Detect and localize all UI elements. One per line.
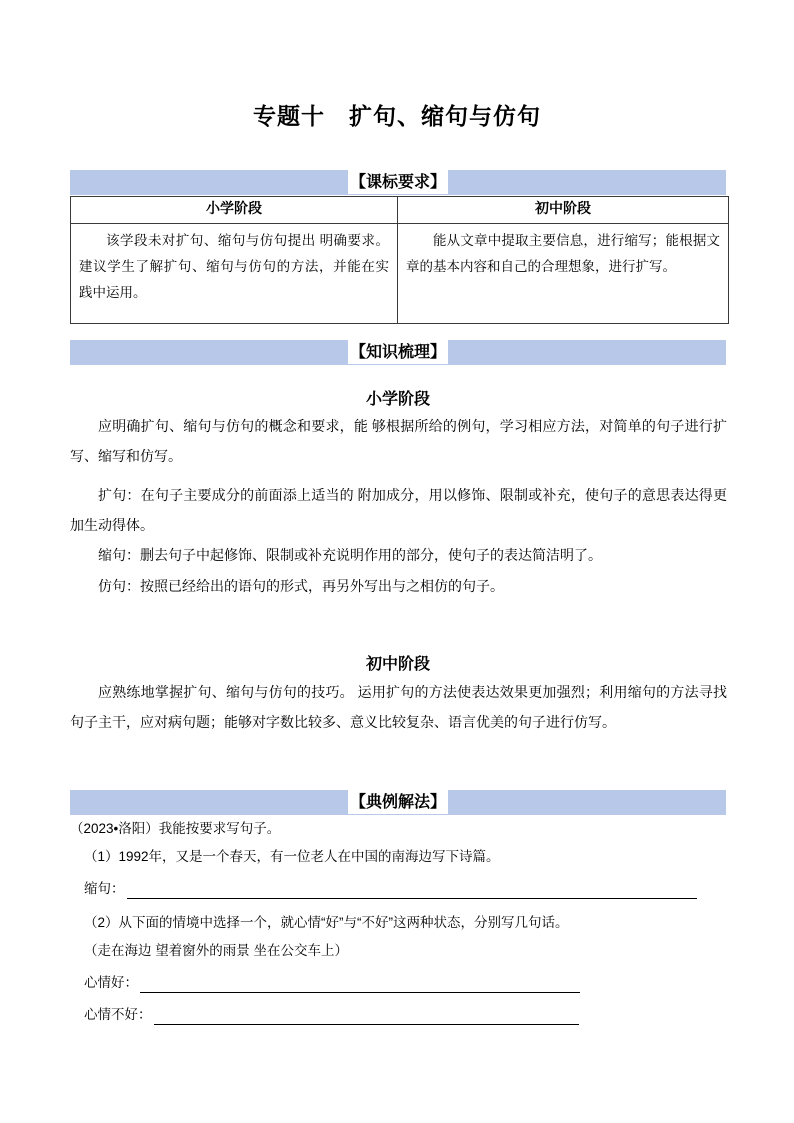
example-source-line: （2023•洛阳）我能按要求写句子。 [70,821,281,836]
requirement-table [70,196,729,324]
section-banner-standard [70,170,726,195]
paragraph-term-imitate: 仿句：按照已经给出的语句的形式，再另外写出与之相仿的句子。 [98,580,504,595]
answer-row-mood-bad [84,1006,579,1025]
answer-label-shrink: 缩句： [84,881,125,896]
paragraph-term-shrink: 缩句：删去句子中起修饰、限制或补充说明作用的部分，使句子的表达简洁明了。 [98,549,602,564]
subsection-heading-middle: 初中阶段 [365,654,430,673]
requirement-text-middle: 能从文章中提取主要信息，进行缩写；能根据文章的基本内容和自己的合理想象，进行扩写。 [406,232,720,275]
requirement-text-primary: 该学段未对扩句、缩句与仿句提出 明确要求。建议学生了解扩句、缩句与仿句的方法，并能在实践中运用。 [79,232,389,301]
answer-label-mood-good: 心情好： [84,975,138,990]
section-banner-examples [70,790,726,815]
answer-label-mood-bad: 心情不好： [84,1007,152,1022]
answer-row-mood-good [84,974,580,993]
answer-blank-mood-good[interactable] [140,979,580,993]
table-cell-body-middle [398,223,729,323]
page-title: 专题十 扩句、缩句与仿句 [253,104,541,130]
section-banner-knowledge-label: 【知识梳理】 [348,339,448,364]
answer-blank-shrink[interactable] [127,885,697,899]
paragraph-term-expand: 扩句：在句子主要成分的前面添上适当的 附加成分，用以修饰、限制或补充，使句子的意思表达得更加生动得体。 [70,489,727,535]
example-question-2-line-2: （走在海边 望着窗外的雨景 坐在公交车上） [84,943,349,958]
subsection-heading-primary: 小学阶段 [365,389,430,408]
table-cell-body-primary [71,223,398,323]
section-banner-knowledge [70,340,726,365]
column-header-middle: 初中阶段 [535,201,591,217]
section-banner-examples-label: 【典例解法】 [348,789,448,814]
paragraph-middle-intro: 应熟练地掌握扩句、缩句与仿句的技巧。 运用扩句的方法使表达效果更加强烈；利用缩句的方法寻找句子主干，应对病句题；能够对字数比较多、意义比较复杂、语言优美的句子进行仿写。 [70,686,727,732]
table-row-bodies [71,223,729,323]
answer-blank-mood-bad[interactable] [154,1011,579,1025]
table-row-headers [71,197,729,224]
column-header-primary: 小学阶段 [206,201,262,217]
example-question-1: （1）1992年，又是一个春天，有一位老人在中国的南海边写下诗篇。 [84,849,500,864]
answer-row-shrink [84,880,697,899]
example-question-2-line-1: （2）从下面的情境中选择一个，就心情“好”与“不好”这两种状态，分别写几句话。 [84,915,569,930]
table-cell-header-middle [398,197,729,224]
paragraph-primary-intro: 应明确扩句、缩句与仿句的概念和要求，能 够根据所给的例句，学习相应方法，对简单的句子进行扩写、缩写和仿写。 [70,420,727,466]
table-cell-header-primary [71,197,398,224]
section-banner-standard-label: 【课标要求】 [348,169,448,194]
